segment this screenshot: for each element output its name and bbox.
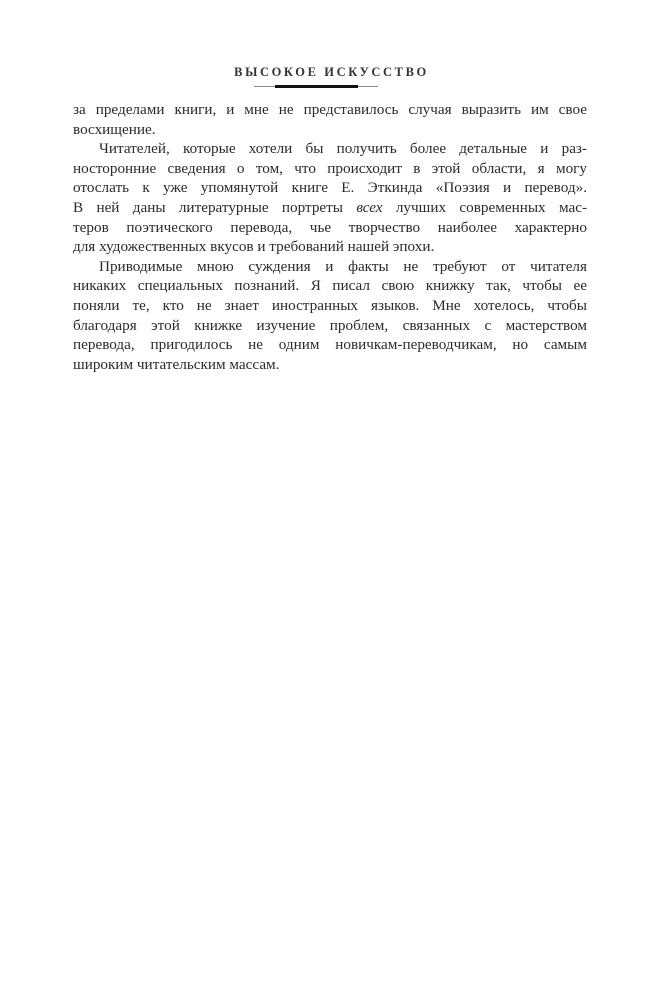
text-line: теров поэтического перевода, чье творчество наиболее характерно [73,218,587,236]
paragraph-2 [73,139,587,257]
paragraph-3 [73,257,587,375]
text-line: Читателей, которые хотели бы получить более детальные и раз- [99,140,587,158]
header-rule-accent [275,85,358,88]
text-line: поняли те, кто не знает иностранных языков. Мне хотелось, чтобы [73,296,587,314]
text-line: носторонние сведения о том, что происходит в этой области, я могу [73,159,587,177]
text-line: широким читательским массам. [73,355,280,373]
text-line: никаких специальных познаний. Я писал свою книжку так, чтобы ее [73,277,587,295]
text-line: для художественных вкусов и требований нашей эпохи. [73,238,435,256]
text-line: Приводимые мною суждения и факты не требуют от читателя [99,257,587,275]
header-rule-divider [254,86,378,87]
text-line-with-emphasis [73,198,587,218]
running-head: ВЫСОКОЕ ИСКУССТВО [234,65,429,79]
text-line: отослать к уже упомянутой книге Е. Эткинда «Поэзия и перевод». [73,179,587,197]
text-line: перевода, пригодилось не одним новичкам-переводчикам, но самым [73,336,587,354]
emphasized-word: всех [356,198,383,216]
page-body [73,100,587,374]
text-segment: В ней даны литературные портреты [73,198,357,216]
text-line: восхищение. [73,120,156,138]
text-line: за пределами книги, и мне не представилось случая выразить им свое [73,101,587,118]
text-segment: лучших современных мас- [382,198,587,216]
paragraph-1 [73,100,587,139]
text-line: благодаря этой книжке изучение проблем, связанных с мастерством [73,316,587,334]
